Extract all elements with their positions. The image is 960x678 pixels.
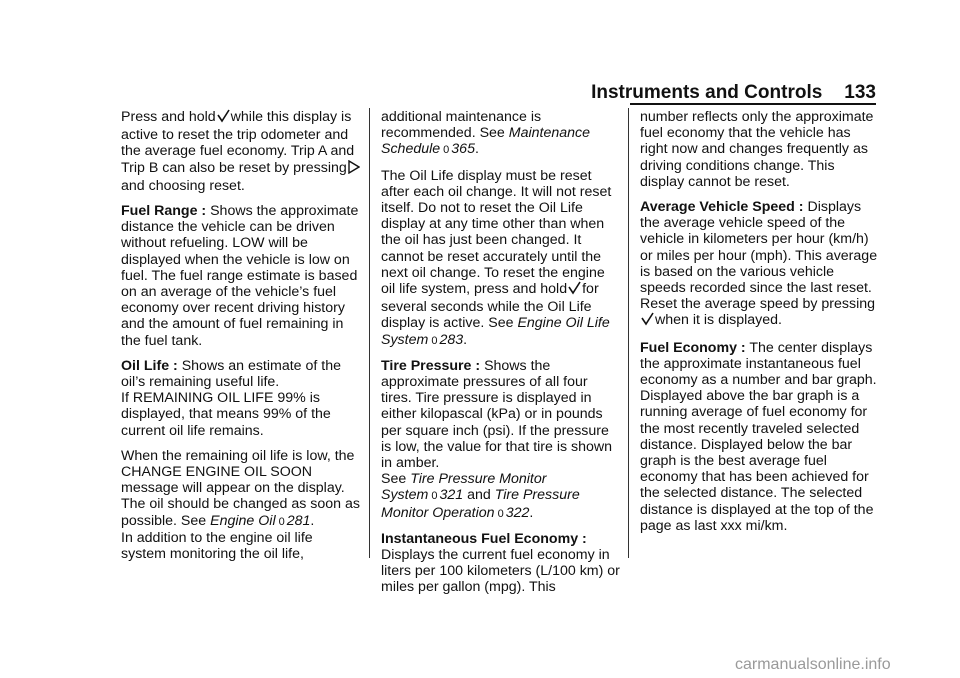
checkmark-icon xyxy=(641,312,654,330)
column-1 xyxy=(121,109,361,571)
paragraph-instantaneous-fuel-economy: Instantaneous Fuel Economy : Displays the current fuel economy in liters per 100 kilometers (L/100 km) or miles per gallon (mpg). This xyxy=(381,530,620,596)
link-maintenance-schedule[interactable]: Maintenance Schedule 0 365 xyxy=(381,125,591,158)
paragraph-fuel-economy: Fuel Economy : The center displays the approximate instantaneous fuel economy as a number and bar graph. Displayed above the bar graph is a running average of fuel economy for the most recently traveled selected distance. Displayed below the bar graph is the best average fuel economy that has been achieved for the selected distance. The selected distance is displayed at the top of the page as last xxx mi/km. xyxy=(640,339,877,534)
paragraph-fuel-economy-reflects: number reflects only the approximate fuel economy that the vehicle has right now and changes frequently as driving conditions change. This display cannot be reset. xyxy=(640,109,874,190)
paragraph-average-vehicle-speed: Average Vehicle Speed : Displays the average vehicle speed of the vehicle in kilometers per hour (km/h) or miles per hour (mph). This average is based on the various vehicle speeds recorded since the last reset. Reset the average speed by pressingwhen it is displayed. xyxy=(640,199,880,331)
paragraph-reset-trip: Press and hold while this display is active to reset the trip odometer and the average fuel economy. Trip A and Trip B can also be reset by pressingand choosing reset. xyxy=(121,109,361,194)
checkmark-icon xyxy=(217,109,230,127)
term-fuel-economy: Fuel Economy : xyxy=(640,339,746,356)
column-divider xyxy=(628,108,629,558)
term-average-vehicle-speed: Average Vehicle Speed : xyxy=(640,199,804,216)
section-title: Instruments and Controls xyxy=(591,82,823,103)
column-divider xyxy=(369,108,370,558)
link-engine-oil-life-system[interactable]: Engine Oil Life System 0 283 xyxy=(381,315,610,348)
header-rule xyxy=(630,103,876,105)
paragraph-oil-low: When the remaining oil life is low, the CHANGE ENGINE OIL SOON message will appear on the display. The oil should be changed as soon as possible. See Engine Oil 0 281. In addition to the engine oil life system monitoring the oil life, xyxy=(121,447,360,563)
watermark: carmanualsonline.info xyxy=(735,656,891,673)
link-tire-pressure-monitor-operation[interactable]: Tire Pressure Monitor Operation 0 322 xyxy=(381,487,580,521)
term-tire-pressure: Tire Pressure : xyxy=(381,357,481,374)
term-fuel-range: Fuel Range : xyxy=(121,203,207,220)
paragraph-fuel-range: Fuel Range : Shows the approximate distance the vehicle can be driven without refueling. LOW will be displayed when the vehicle is low on fuel. The fuel range estimate is based on an average of the vehicle’s fuel economy over recent driving history and the amount of fuel remaining in the fuel tank. xyxy=(121,203,359,349)
paragraph-maintenance: additional maintenance is recommended. See Maintenance Schedule 0 365. xyxy=(381,109,591,158)
link-tire-pressure-monitor-system[interactable]: Tire Pressure Monitor System 0 321 xyxy=(381,471,547,504)
column-3 xyxy=(640,109,880,543)
page-number: 133 xyxy=(844,82,876,103)
checkmark-icon xyxy=(568,281,581,299)
paragraph-oil-reset: The Oil Life display must be reset after each oil change. It will not reset itself. Do not to reset the Oil Life display at any time other than when the oil has just been changed. It cannot be reset accurately until the next oil change. To reset the engine oil life system, press and hold for several seconds while the Oil Life display is active. See Engine Oil Life System 0 283. xyxy=(381,167,612,348)
term-instantaneous-fuel-economy: Instantaneous Fuel Economy : xyxy=(381,530,587,547)
thumbwheel-icon xyxy=(348,160,360,178)
link-engine-oil[interactable]: Engine Oil 0 281 xyxy=(210,512,311,529)
paragraph-tire-pressure: Tire Pressure : Shows the approximate pressures of all four tires. Tire pressure is displayed in either kilopascal (kPa) or in pounds per square inch (psi). If the pressure is low, the value for that tire is shown in amber. See Tire Pressure Monitor System 0 321 and Tire Pressure Monitor Operation 0 322. xyxy=(381,357,613,521)
paragraph-oil-life: Oil Life : Shows an estimate of the oil’s remaining useful life. If REMAINING OIL LIFE 99% is displayed, that means 99% of the current oil life remains. xyxy=(121,357,342,439)
column-2 xyxy=(381,109,621,605)
term-oil-life: Oil Life : xyxy=(121,357,178,374)
